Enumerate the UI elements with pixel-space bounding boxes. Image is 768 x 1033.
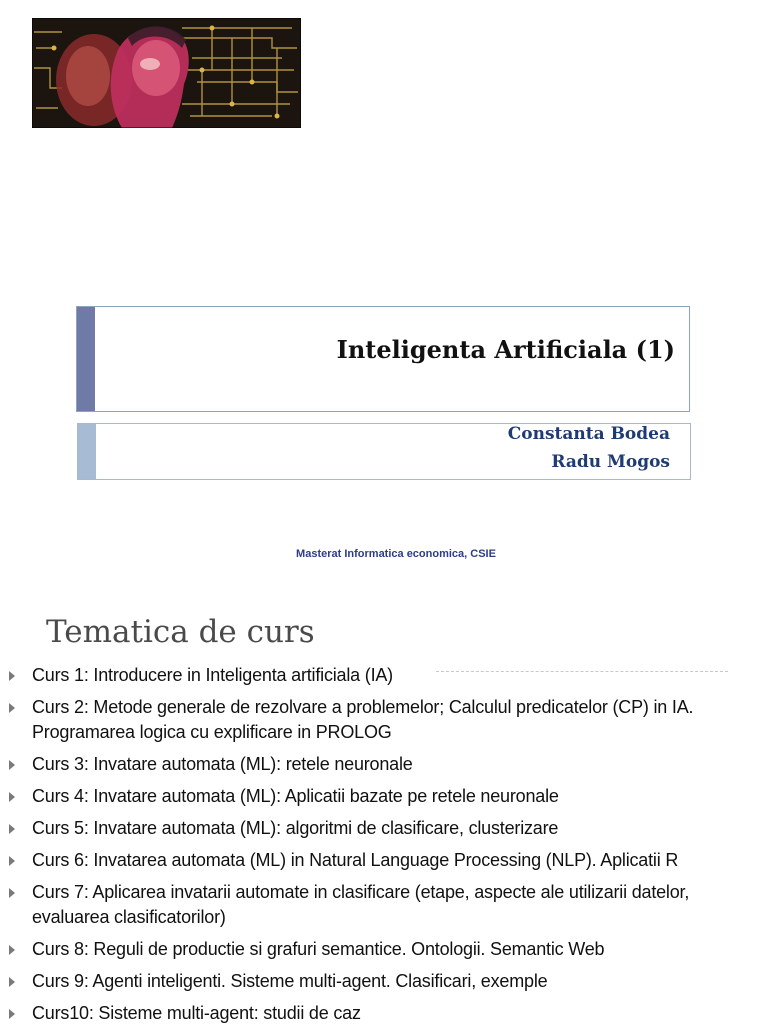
author-accent-bar xyxy=(78,424,96,479)
list-item xyxy=(0,784,768,809)
list-item xyxy=(0,1001,768,1026)
presentation-title: Inteligenta Artificiala (1) xyxy=(336,335,675,364)
topic-list xyxy=(0,663,768,1033)
bullet-icon xyxy=(9,1009,15,1019)
bullet-icon xyxy=(9,792,15,802)
bullet-icon xyxy=(9,977,15,987)
topic-text: Curs 8: Reguli de productie si grafuri semantice. Ontologii. Semantic Web xyxy=(32,939,605,959)
bullet-icon xyxy=(9,945,15,955)
bullet-icon xyxy=(9,888,15,898)
list-item xyxy=(0,663,768,688)
author-name: Constanta Bodea xyxy=(507,424,670,444)
bullet-icon xyxy=(9,760,15,770)
bullet-icon xyxy=(9,856,15,866)
list-item xyxy=(0,880,768,930)
list-item xyxy=(0,695,768,745)
title-accent-bar xyxy=(77,307,95,411)
title-box xyxy=(76,306,690,412)
topic-text: Curs 3: Invatare automata (ML): retele neuronale xyxy=(32,754,413,774)
bullet-icon xyxy=(9,824,15,834)
list-item xyxy=(0,848,768,873)
bullet-icon xyxy=(9,671,15,681)
list-item xyxy=(0,752,768,777)
bullet-icon xyxy=(9,703,15,713)
topic-text: Curs 7: Aplicarea invatarii automate in clasificare (etape, aspecte ale utilizarii datelor, evaluarea clasificatorilor) xyxy=(32,882,690,927)
topic-text: Curs 9: Agenti inteligenti. Sisteme multi-agent. Clasificari, exemple xyxy=(32,971,548,991)
section-title: Tematica de curs xyxy=(46,614,315,650)
topic-text: Curs 6: Invatarea automata (ML) in Natural Language Processing (NLP). Aplicatii R xyxy=(32,850,679,870)
topic-text: Curs 1: Introducere in Inteligenta artificiala (IA) xyxy=(32,665,393,685)
topic-text: Curs 4: Invatare automata (ML): Aplicatii bazate pe retele neuronale xyxy=(32,786,559,806)
topic-text: Curs 5: Invatare automata (ML): algoritmi de clasificare, clusterizare xyxy=(32,818,559,838)
ai-faces-circuit-image xyxy=(32,18,301,128)
topic-text: Curs 2: Metode generale de rezolvare a problemelor; Calculul predicatelor (CP) in IA. Programarea logica cu explificare in PROLOG xyxy=(32,697,694,742)
author-box xyxy=(77,423,691,480)
program-label: Masterat Informatica economica, CSIE xyxy=(296,548,496,560)
hero-image xyxy=(32,18,301,128)
author-name: Radu Mogos xyxy=(551,452,670,472)
list-item xyxy=(0,816,768,841)
topic-text: Curs10: Sisteme multi-agent: studii de caz xyxy=(32,1003,361,1023)
list-item xyxy=(0,937,768,962)
list-item xyxy=(0,969,768,994)
